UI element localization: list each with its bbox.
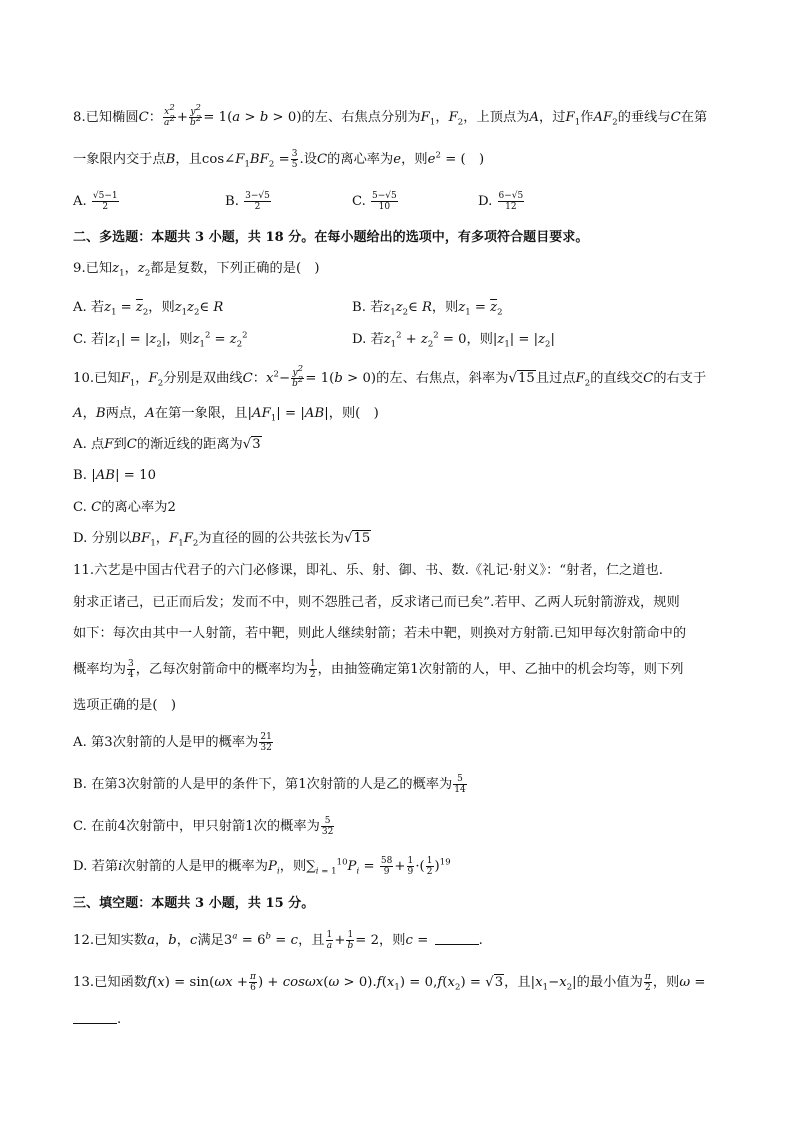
q11-option-b: B. 在第3次射箭的人是甲的条件下，第1次射箭的人是乙的概率为 $\frac{5}{14}$ bbox=[73, 774, 466, 795]
q11-line5: 选项正确的是( ) bbox=[73, 698, 177, 713]
q11-option-d: D. 若第i次射箭的人是甲的概率为$P_i$，则$\sum_{i = 1}^{10}P_i$ = $\frac{58}{9}$ + $\frac{1}{9}$ ·( $\frac{1}{2}$ )$^{19}$ bbox=[73, 856, 451, 877]
q9-option-d: D. 若$z_1^2 + z_2^2 = 0$，则$|z_1| = |z_2|$ bbox=[352, 330, 555, 350]
q9-option-b: B. 若$z_1z_2\in$ R，则$z_1 = \overline{z}_2$ bbox=[352, 300, 503, 318]
q8-option-a: A. $\frac{√5-1}{2}$ bbox=[73, 191, 118, 212]
q11-line3: 如下：每次由其中一人射箭，若中靶，则此人继续射箭；若未中靶，则换对方射箭.已知甲每次射箭命中的 bbox=[73, 626, 687, 641]
q8-line2: 一象限内交于点B，且$\cos\angle F_1BF_2$ = $\frac{3}{5}$ .设C的离心率为e，则$e^2$ = ( ) bbox=[73, 149, 485, 170]
q12: 12.已知实数a，b，c满足$3^a = 6^b = c$，且 $\frac{1}{a}$ + $\frac{1}{b}$ = 2，则c = . bbox=[73, 930, 483, 951]
q9-option-a: A. 若$z_1 = \overline{z}_2$，则$z_1z_2\in$ R bbox=[73, 300, 224, 318]
q10-option-b: B. |AB| = 10 bbox=[73, 468, 157, 483]
q10-line1: 10.已知$F_1$，$F_2$分别是双曲线C：$x^2-$ $\frac{y^2}{b^2}$ = 1(b > 0)的左、右焦点，斜率为√15且过点$F_2$的直线交C的右支于 bbox=[73, 364, 707, 389]
q8-option-c: C. $\frac{5-√5}{10}$ bbox=[352, 191, 397, 212]
q13-answer-blank[interactable] bbox=[73, 1023, 117, 1024]
q12-answer-blank[interactable] bbox=[435, 944, 479, 945]
q9-option-c: C. 若$|z_1| = |z_2|$，则$z_1^2 = z_2^2$ bbox=[73, 330, 248, 350]
q11-option-c: C. 在前4次射箭中，甲只射箭1次的概率为 $\frac{5}{32}$ bbox=[73, 816, 334, 837]
q10-option-c: C. C的离心率为2 bbox=[73, 500, 176, 515]
q13-line2: . bbox=[73, 1010, 121, 1030]
section-2-heading: 二、多选题：本题共 3 小题，共 18 分。在每小题给出的选项中，有多项符合题目要求。 bbox=[73, 230, 589, 245]
q11-line4: 概率均为 $\frac{3}{4}$ ，乙每次射箭命中的概率均为 $\frac{1}{2}$ ，由抽签确定第1次射箭的人，甲、乙抽中的机会均等，则下列 bbox=[73, 659, 684, 680]
q8-option-b: B. $\frac{3-√5}{2}$ bbox=[225, 191, 270, 212]
q13-line1: 13.已知函数f(x) = sin(ωx + $\frac{\pi}{6}$ ) + $\cos\omega x(\omega > 0).f(x_1) = 0,f(x_2) = √3$，且$|x_1-x_2|$的最小值为 $\frac{\pi}{2}$ ，则ω = bbox=[73, 972, 706, 993]
section-3-heading: 三、填空题：本题共 3 小题，共 15 分。 bbox=[73, 896, 315, 911]
q9-stem: 9.已知$z_1$，$z_2$都是复数，下列正确的是( ) bbox=[73, 261, 320, 279]
q11-line2: 射求正诸己，已正而后发；发而不中，则不怨胜己者，反求诸己而已矣”.若甲、乙两人玩射箭游戏，规则 bbox=[73, 595, 680, 610]
q11-option-a: A. 第3次射箭的人是甲的概率为 $\frac{21}{32}$ bbox=[73, 732, 272, 753]
q10-line2: A，B两点，A在第一象限，且$|AF_1| = |AB|$，则( ) bbox=[73, 406, 379, 424]
q8-option-d: D. $\frac{6-√5}{12}$ bbox=[478, 191, 524, 212]
q10-option-d: D. 分别以$BF_1$，$F_1F_2$为直径的圆的公共弦长为√15 bbox=[73, 531, 371, 549]
q8-line1: 8.已知椭圆C： $\frac{x^2}{a^2}$ + $\frac{y^2}{b^2}$ = 1(a > b > 0)的左、右焦点分别为$F_1$，$F_2$，上顶点为A，过$F_1$作$AF_2$的垂线与C在第 bbox=[73, 103, 708, 128]
q10-option-a: A. 点F到C的渐近线的距离为√3 bbox=[73, 437, 261, 452]
q11-line1: 11.六艺是中国古代君子的六门必修课，即礼、乐、射、御、书、数.《礼记·射义》：“射者，仁之道也. bbox=[73, 563, 664, 578]
